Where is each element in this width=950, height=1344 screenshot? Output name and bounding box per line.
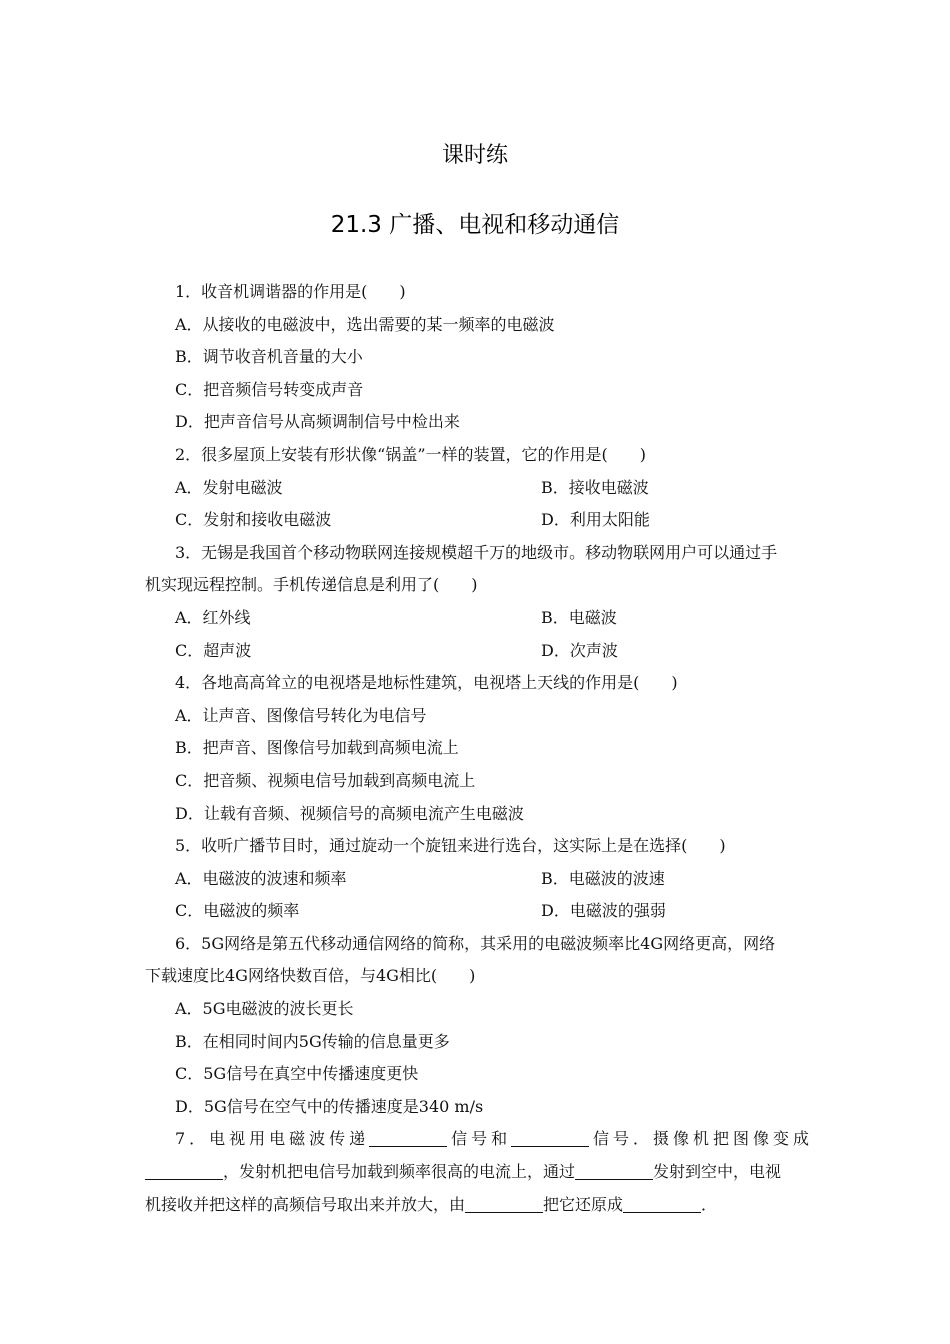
question-5-option-b: B．电磁波的波速 xyxy=(541,868,665,888)
question-5-option-c: C．电磁波的频率 xyxy=(175,901,300,921)
question-2-option-a: A．发射电磁波 xyxy=(175,477,283,497)
question-7-text-7: 把它还原成 xyxy=(543,1194,624,1214)
question-6-option-d: D．5G信号在空气中的传播速度是340 m/s xyxy=(175,1096,484,1116)
question-5-option-a: A．电磁波的波速和频率 xyxy=(175,868,347,888)
blank-3[interactable] xyxy=(145,1163,223,1180)
question-7-text-5: 发射到空中，电视 xyxy=(653,1162,782,1182)
blank-4[interactable] xyxy=(575,1163,653,1180)
question-1-option-a: A．从接收的电磁波中，选出需要的某一频率的电磁波 xyxy=(175,314,555,334)
question-2-stem: 2．很多屋顶上安装有形状像“锅盖”一样的装置，它的作用是( ) xyxy=(175,444,647,464)
question-5-option-d: D．电磁波的强弱 xyxy=(541,901,666,921)
question-2-option-d: D．利用太阳能 xyxy=(541,510,650,530)
question-6-stem-line-2: 下载速度比4G网络快数百倍，与4G相比( ) xyxy=(145,966,476,986)
question-2-options-row-1 xyxy=(145,472,809,505)
question-7-text-8: ． xyxy=(701,1194,718,1214)
blank-1[interactable] xyxy=(369,1130,447,1147)
question-3-options-row-1 xyxy=(145,602,809,635)
question-7-text-4: ，发射机把电信号加载到频率很高的电流上，通过 xyxy=(223,1162,576,1182)
question-5-stem: 5．收听广播节目时，通过旋动一个旋钮来进行选台，这实际上是在选择( ) xyxy=(175,836,726,856)
question-2-options-row-2 xyxy=(145,504,809,537)
question-7-line-2 xyxy=(145,1156,809,1189)
question-4-option-d: D．让载有音频、视频信号的高频电流产生电磁波 xyxy=(175,803,524,823)
question-3-option-d: D．次声波 xyxy=(541,640,618,660)
question-2-option-c: C．发射和接收电磁波 xyxy=(175,510,332,530)
question-6-option-a: A．5G电磁波的波长更长 xyxy=(175,999,354,1019)
question-5-options-row-2 xyxy=(145,895,809,928)
question-3-stem-line-2: 机实现远程控制。手机传递信息是利用了( ) xyxy=(145,575,478,595)
question-3-option-c: C．超声波 xyxy=(175,640,252,660)
question-1-option-b: B．调节收音机音量的大小 xyxy=(175,347,363,367)
question-7-text-3: 信号．摄像机把图像变成 xyxy=(589,1129,809,1149)
lesson-title: 21.3 广播、电视和移动通信 xyxy=(330,212,620,238)
question-5-options-row-1 xyxy=(145,863,809,896)
question-3-options-row-2 xyxy=(145,635,809,668)
question-4-stem: 4．各地高高耸立的电视塔是地标性建筑，电视塔上天线的作用是( ) xyxy=(175,673,678,693)
question-7-text-1: 7．电视用电磁波传递 xyxy=(175,1129,370,1149)
question-7-text-2: 信号和 xyxy=(447,1129,512,1149)
question-3-stem-line-1: 3．无锡是我国首个移动物联网连接规模超千万的地级市。移动物联网用户可以通过手 xyxy=(175,542,778,562)
question-1-stem: 1．收音机调谐器的作用是( ) xyxy=(175,282,406,301)
question-4-option-c: C．把音频、视频电信号加载到高频电流上 xyxy=(175,770,476,790)
question-4-option-b: B．把声音、图像信号加载到高频电流上 xyxy=(175,738,459,758)
blank-6[interactable] xyxy=(623,1196,701,1213)
question-2-option-b: B．接收电磁波 xyxy=(541,477,649,497)
question-list xyxy=(145,276,809,1221)
question-7-text-6: 机接收并把这样的高频信号取出来并放大，由 xyxy=(145,1194,466,1214)
question-3-option-b: B．电磁波 xyxy=(541,607,617,627)
question-1-option-c: C．把音频信号转变成声音 xyxy=(175,379,364,399)
question-6-stem-line-1: 6．5G网络是第五代移动通信网络的简称，其采用的电磁波频率比4G网络更高，网络 xyxy=(175,933,776,953)
blank-5[interactable] xyxy=(465,1196,543,1213)
question-4-option-a: A．让声音、图像信号转化为电信号 xyxy=(175,705,427,725)
question-1-option-d: D．把声音信号从高频调制信号中检出来 xyxy=(175,412,460,432)
question-3-option-a: A．红外线 xyxy=(175,607,251,627)
question-6-option-c: C．5G信号在真空中传播速度更快 xyxy=(175,1064,419,1084)
question-7-line-1 xyxy=(145,1123,809,1156)
question-6-option-b: B．在相同时间内5G传输的信息量更多 xyxy=(175,1031,450,1051)
question-7-line-3 xyxy=(145,1189,809,1222)
blank-2[interactable] xyxy=(511,1130,589,1147)
page-title: 课时练 xyxy=(441,143,508,168)
